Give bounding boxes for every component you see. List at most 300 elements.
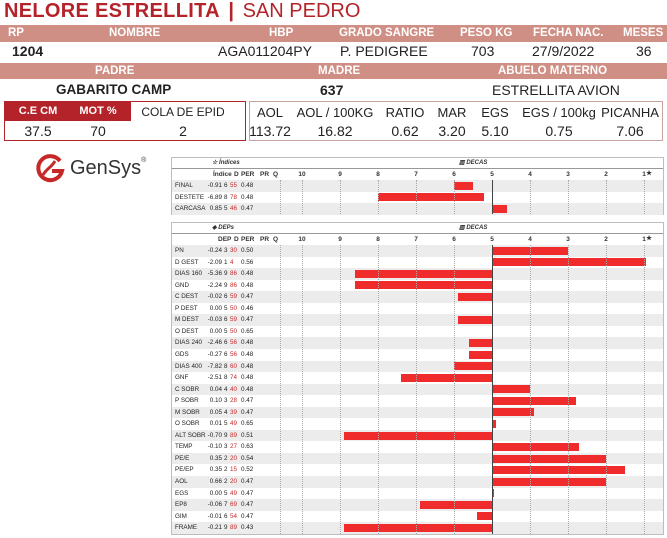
deps-row-name: PE/EP — [175, 466, 194, 474]
indices-col-d: D — [234, 171, 239, 178]
deps-row — [172, 395, 663, 407]
deps-row-value: 0.35 — [209, 454, 222, 462]
indices-row-d: 8 — [224, 193, 228, 201]
deps-row-name: FRAME — [175, 524, 198, 532]
indices-deca-tick-2: 2 — [604, 171, 608, 178]
deps-row-per: 74 — [230, 374, 238, 382]
deps-bar — [492, 478, 606, 486]
deps-row-d: 6 — [224, 293, 228, 301]
deps-row-pr: 0.47 — [241, 293, 254, 301]
deps-row — [172, 453, 663, 465]
deps-bar — [344, 524, 492, 532]
deps-title: ◆ DEPs — [212, 225, 234, 231]
value-cola: 2 — [179, 123, 187, 139]
deps-row-per: 60 — [230, 362, 238, 370]
deps-row-name: DIAS 240 — [175, 339, 202, 347]
indices-deca-tick-8: 8 — [376, 171, 380, 178]
deps-row-name: O SOBR — [175, 420, 200, 428]
deps-row-d: 3 — [224, 443, 228, 451]
deps-row-per: 89 — [230, 524, 238, 532]
label-peso: PESO KG — [460, 27, 513, 39]
indices-row-per: 78 — [230, 193, 238, 201]
deps-bar — [344, 432, 492, 440]
deps-row-pr: 0.51 — [241, 431, 254, 439]
deps-bar — [469, 351, 492, 359]
deps-row-per: 20 — [230, 454, 238, 462]
deps-row-value: 0.01 — [209, 420, 222, 428]
deps-row-name: GNF — [175, 374, 189, 382]
deps-grid-line — [606, 245, 607, 534]
deps-row-name: C SOBR — [175, 385, 200, 393]
deps-row — [172, 303, 663, 315]
deps-row-per: 49 — [230, 420, 238, 428]
label-rp: RP — [8, 27, 24, 39]
indices-trophy-icon: ★ — [646, 170, 652, 177]
value-madre: 637 — [320, 82, 344, 98]
indices-row-pr: 0.47 — [241, 205, 254, 212]
deps-row-per: 27 — [230, 443, 238, 451]
carcass-measures-values — [250, 123, 664, 141]
deps-row-pr: 0.48 — [241, 385, 254, 393]
deps-row-value: 0.00 — [209, 327, 222, 335]
deps-row-pr: 0.47 — [241, 512, 254, 520]
deps-row-pr: 0.43 — [241, 524, 254, 532]
label-abuelo: ABUELO MATERNO — [498, 65, 608, 77]
deps-row-pr: 0.65 — [241, 420, 254, 428]
animal-values-row — [0, 43, 667, 61]
deps-deca-tick-1: 1 — [642, 236, 646, 243]
deps-row-pr: 0.48 — [241, 374, 254, 382]
indices-col-q: Q — [273, 171, 279, 178]
indices-row-name: CARCASA — [175, 205, 206, 212]
indices-grid-line — [340, 180, 341, 214]
indices-grid-line — [606, 180, 607, 214]
label-egs: EGS — [481, 105, 509, 120]
value-rp: 1204 — [12, 43, 44, 59]
deps-row-d: 5 — [224, 420, 228, 428]
deps-bar — [454, 362, 492, 370]
cola-header — [5, 102, 247, 121]
indices-panel — [171, 157, 664, 215]
deps-row-name: D GEST — [175, 258, 199, 266]
deps-grid-line — [416, 245, 417, 534]
deps-row-value: 0.00 — [209, 304, 222, 312]
deps-grid-line — [378, 245, 379, 534]
deps-trophy-icon: ★ — [646, 235, 652, 242]
farm-name: SAN PEDRO — [242, 0, 361, 22]
deps-grid-line — [530, 245, 531, 534]
label-ratio: RATIO — [385, 105, 425, 120]
indices-bar — [492, 205, 507, 213]
deps-row-value: 0.10 — [209, 397, 222, 405]
indices-grid-line — [644, 180, 645, 214]
deps-row-value: -2.46 — [207, 339, 222, 347]
deps-row-value: 0.00 — [209, 489, 222, 497]
deps-row-name: AOL — [175, 478, 188, 485]
deps-col-q: Q — [273, 236, 279, 243]
indices-row-pr: 0.48 — [241, 182, 254, 189]
deps-row — [172, 291, 663, 303]
deps-row-pr: 0.48 — [241, 350, 254, 358]
deps-deca-tick-9: 9 — [338, 236, 342, 243]
deps-row-value: -0.24 — [207, 247, 222, 254]
indices-col-indice: Índice — [213, 171, 232, 178]
deps-grid-line — [644, 245, 645, 534]
deps-row — [172, 361, 663, 373]
deps-row-per: 56 — [230, 339, 238, 347]
animal-header-band — [0, 25, 667, 42]
deps-row-name: P DEST — [175, 304, 198, 312]
deps-row-d: 4 — [224, 408, 228, 416]
indices-row-value: -6.89 — [207, 193, 222, 201]
deps-row-d: 8 — [224, 362, 228, 370]
deps-row — [172, 337, 663, 349]
indices-row-name: FINAL — [175, 182, 193, 189]
deps-row — [172, 499, 663, 511]
deps-row-pr: 0.47 — [241, 316, 254, 324]
deps-row-per: 54 — [230, 512, 238, 520]
deps-row-d: 3 — [224, 397, 228, 405]
carcass-measures-header — [250, 102, 664, 121]
deps-row-name: PN — [175, 247, 184, 254]
deps-row-per: 15 — [230, 466, 238, 474]
deps-row-per: 86 — [230, 281, 238, 289]
label-hbp: HBP — [269, 27, 294, 39]
label-meses: MESES — [623, 27, 664, 39]
gensys-logo — [34, 153, 147, 183]
deps-row-per: 59 — [230, 316, 238, 324]
deps-row-per: 30 — [230, 247, 238, 254]
deps-panel-head — [172, 223, 663, 234]
deps-row-per: 59 — [230, 293, 238, 301]
deps-row-per: 50 — [230, 304, 238, 312]
deps-row-name: GND — [175, 281, 189, 289]
deps-deca-tick-5: 5 — [490, 236, 494, 243]
value-picanha: 7.06 — [616, 123, 644, 139]
deps-row — [172, 430, 663, 442]
indices-row-d: 5 — [224, 205, 228, 212]
deps-row-d: 6 — [224, 512, 228, 520]
indices-title: ☆ Índices — [212, 160, 240, 166]
deps-row-per: 49 — [230, 489, 238, 497]
deps-row-value: -0.10 — [207, 443, 222, 451]
deps-row-value: -2.09 — [207, 258, 222, 266]
deps-row-name: PE/E — [175, 454, 190, 462]
deps-row-per: 50 — [230, 327, 238, 335]
deps-bar — [420, 501, 492, 509]
deps-row — [172, 511, 663, 523]
deps-row-value: -2.51 — [207, 374, 222, 382]
label-padre: PADRE — [95, 65, 135, 77]
indices-deca-tick-3: 3 — [566, 171, 570, 178]
indices-col-per: PER — [241, 171, 255, 178]
deps-row — [172, 441, 663, 453]
deps-row-name: GDS — [175, 350, 189, 358]
deps-deca-tick-8: 8 — [376, 236, 380, 243]
indices-col-pr: PR — [260, 171, 270, 178]
deps-row — [172, 522, 663, 534]
deps-row-d: 9 — [224, 431, 228, 439]
deps-row — [172, 418, 663, 430]
deps-row — [172, 314, 663, 326]
deps-grid-line — [492, 245, 493, 534]
deps-row-pr: 0.52 — [241, 466, 254, 474]
deps-row-per: 86 — [230, 270, 238, 278]
label-cola: COLA DE EPID — [141, 105, 225, 119]
page-title — [4, 0, 360, 22]
indices-divider — [280, 180, 281, 214]
deps-bar — [492, 455, 606, 463]
indices-grid-line — [530, 180, 531, 214]
value-fecha: 27/9/2022 — [532, 43, 595, 59]
deps-panel — [171, 222, 664, 535]
deps-row-name: TEMP — [175, 443, 193, 451]
indices-deca-tick-4: 4 — [528, 171, 532, 178]
deps-row-pr: 0.46 — [241, 304, 254, 312]
deps-row-name: GIM — [175, 512, 187, 520]
indices-grid-line — [416, 180, 417, 214]
value-ce: 37.5 — [24, 123, 52, 139]
deps-row-d: 9 — [224, 281, 228, 289]
deps-row-name: P SOBR — [175, 397, 199, 405]
value-mar: 3.20 — [438, 123, 466, 139]
deps-deca-tick-4: 4 — [528, 236, 532, 243]
label-mot: MOT % — [79, 105, 117, 117]
indices-row-per: 55 — [230, 182, 238, 189]
indices-row-per: 46 — [230, 205, 238, 212]
deps-row-pr: 0.65 — [241, 327, 254, 335]
value-egs: 5.10 — [481, 123, 509, 139]
brand-name: NELORE ESTRELLITA — [4, 0, 220, 22]
label-fecha: FECHA NAC. — [533, 27, 604, 39]
deps-row-name: DIAS 400 — [175, 362, 202, 370]
deps-decas-text: DECAS — [466, 225, 488, 231]
deps-row — [172, 488, 663, 500]
deps-row — [172, 245, 663, 257]
value-aol: 113.72 — [249, 123, 291, 139]
deps-row — [172, 349, 663, 361]
deps-row-name: M DEST — [175, 316, 199, 324]
deps-grid-line — [340, 245, 341, 534]
deps-bar — [492, 408, 534, 416]
indices-decas-text: DECAS — [466, 160, 488, 166]
deps-bar — [469, 339, 492, 347]
logo-mark: ® — [141, 157, 147, 164]
deps-row-per: 89 — [230, 431, 238, 439]
deps-deca-tick-3: 3 — [566, 236, 570, 243]
deps-row — [172, 257, 663, 269]
deps-row-name: O DEST — [175, 327, 199, 335]
deps-row-value: 0.05 — [209, 408, 222, 416]
deps-row-value: 0.35 — [209, 466, 222, 474]
deps-decas-title: ▥ DECAS — [459, 225, 488, 231]
indices-deca-tick-6: 6 — [452, 171, 456, 178]
deps-row-d: 6 — [224, 316, 228, 324]
title-separator: | — [228, 0, 235, 22]
deps-row-d: 5 — [224, 304, 228, 312]
deps-row-pr: 0.50 — [241, 247, 254, 254]
deps-row-name: EGS — [175, 489, 189, 497]
indices-row — [172, 180, 663, 192]
deps-deca-tick-6: 6 — [452, 236, 456, 243]
label-madre: MADRE — [318, 65, 361, 77]
indices-decas-title: ▥ DECAS — [459, 160, 488, 166]
indices-bar — [454, 182, 473, 190]
deps-bar — [492, 385, 530, 393]
indices-deca-tick-9: 9 — [338, 171, 342, 178]
deps-row-name: M SOBR — [175, 408, 200, 416]
deps-row-d: 3 — [224, 247, 228, 254]
value-padre: GABARITO CAMP — [56, 82, 172, 97]
indices-grid-line — [302, 180, 303, 214]
deps-row-per: 20 — [230, 478, 238, 485]
value-grado-sangre: P. PEDIGREE — [340, 43, 428, 59]
deps-row-d: 7 — [224, 501, 228, 509]
deps-col-dep: DEP — [218, 236, 232, 243]
deps-grid-line — [568, 245, 569, 534]
deps-row-value: -0.70 — [207, 431, 222, 439]
indices-deca-tick-7: 7 — [414, 171, 418, 178]
deps-deca-tick-7: 7 — [414, 236, 418, 243]
deps-bar — [477, 512, 492, 520]
deps-row-value: 0.66 — [209, 478, 222, 485]
indices-deca-tick-1: 1 — [642, 171, 646, 178]
deps-row-value: -0.01 — [207, 512, 222, 520]
indices-grid-line — [568, 180, 569, 214]
indices-row-d: 6 — [224, 182, 228, 189]
deps-row-name: ALT SOBR — [175, 431, 206, 439]
value-egs-100: 0.75 — [545, 123, 573, 139]
deps-row-value: -2.24 — [207, 281, 222, 289]
value-abuelo: ESTRELLITA AVION — [492, 82, 620, 98]
value-ratio: 0.62 — [391, 123, 419, 139]
deps-row — [172, 372, 663, 384]
indices-grid-line — [378, 180, 379, 214]
indices-grid-line — [492, 180, 493, 214]
gensys-logo-text — [70, 157, 146, 180]
deps-row-pr: 0.47 — [241, 478, 254, 485]
label-nombre: NOMBRE — [109, 27, 161, 39]
value-hbp: AGA011204PY — [218, 43, 312, 59]
deps-row — [172, 476, 663, 488]
parents-values-row — [0, 82, 667, 100]
logo-name: GenSys — [70, 157, 142, 179]
indices-row — [172, 192, 663, 204]
deps-grid-line — [454, 245, 455, 534]
deps-row-d: 9 — [224, 270, 228, 278]
parents-header-band — [0, 63, 667, 79]
label-mar: MAR — [437, 105, 467, 120]
value-mot: 70 — [90, 123, 106, 139]
deps-row-pr: 0.48 — [241, 362, 254, 370]
deps-row-d: 2 — [224, 454, 228, 462]
gensys-logo-icon — [34, 153, 66, 183]
deps-row — [172, 326, 663, 338]
deps-bar — [492, 443, 579, 451]
label-aol-100: AOL / 100KG — [296, 105, 374, 120]
reproductive-measures-values — [5, 123, 247, 141]
deps-row-pr: 0.48 — [241, 339, 254, 347]
deps-row — [172, 464, 663, 476]
deps-row-pr: 0.47 — [241, 397, 254, 405]
deps-row-value: -0.21 — [207, 524, 222, 532]
deps-row-name: EP8 — [175, 501, 187, 509]
deps-row — [172, 384, 663, 396]
deps-col-per: PER — [241, 236, 255, 243]
deps-row-per: 69 — [230, 501, 238, 509]
deps-bar — [401, 374, 492, 382]
deps-row-pr: 0.47 — [241, 489, 254, 497]
deps-row-d: 2 — [224, 466, 228, 474]
deps-row-d: 5 — [224, 327, 228, 335]
deps-title-text: DEPs — [218, 225, 234, 231]
deps-row-value: -0.06 — [207, 501, 222, 509]
deps-row-per: 56 — [230, 350, 238, 358]
indices-bar — [378, 193, 484, 201]
deps-row-pr: 0.47 — [241, 408, 254, 416]
deps-row-name: C DEST — [175, 293, 199, 301]
deps-row-value: 0.04 — [209, 385, 222, 393]
indices-panel-head — [172, 158, 663, 169]
indices-row-name: DESTETE — [175, 193, 205, 201]
deps-col-d: D — [234, 236, 239, 243]
label-aol: AOL — [256, 105, 284, 120]
deps-bar — [355, 270, 492, 278]
indices-row-pr: 0.48 — [241, 193, 254, 201]
deps-bar — [458, 293, 492, 301]
indices-grid-line — [454, 180, 455, 214]
carcass-measures-table — [249, 101, 663, 141]
deps-row-pr: 0.48 — [241, 270, 254, 278]
deps-row-per: 28 — [230, 397, 238, 405]
deps-row-pr: 0.63 — [241, 443, 254, 451]
deps-row-per: 39 — [230, 408, 238, 416]
deps-row-name: DIAS 160 — [175, 270, 202, 278]
label-grado-sangre: GRADO SANGRE — [339, 27, 435, 39]
deps-row-pr: 0.54 — [241, 454, 254, 462]
deps-row-per: 40 — [230, 385, 238, 393]
deps-divider — [280, 245, 281, 534]
indices-row — [172, 203, 663, 215]
deps-row-pr: 0.48 — [241, 281, 254, 289]
deps-row-value: -7.82 — [207, 362, 222, 370]
deps-row-d: 9 — [224, 524, 228, 532]
deps-deca-tick-10: 10 — [298, 236, 306, 243]
value-peso: 703 — [471, 43, 495, 59]
deps-bar — [458, 316, 492, 324]
indices-row-value: -0.91 — [207, 182, 222, 189]
deps-row-per: 4 — [230, 258, 234, 266]
value-meses: 36 — [636, 43, 652, 59]
label-ce: C.E CM — [18, 105, 58, 117]
deps-row-value: -0.02 — [207, 293, 222, 301]
indices-deca-tick-5: 5 — [490, 171, 494, 178]
deps-row-d: 4 — [224, 385, 228, 393]
indices-row-value: 0.85 — [209, 205, 222, 212]
deps-bar — [492, 397, 576, 405]
deps-row-value: -5.36 — [207, 270, 222, 278]
value-aol-100: 16.82 — [317, 123, 353, 139]
deps-row-pr: 0.47 — [241, 501, 254, 509]
deps-row-d: 2 — [224, 478, 228, 485]
deps-row-d: 5 — [224, 489, 228, 497]
deps-row-d: 6 — [224, 350, 228, 358]
deps-deca-tick-2: 2 — [604, 236, 608, 243]
reproductive-measures-table — [4, 101, 246, 141]
label-egs-100: EGS / 100kg — [522, 105, 596, 120]
indices-deca-tick-10: 10 — [298, 171, 306, 178]
deps-row — [172, 407, 663, 419]
